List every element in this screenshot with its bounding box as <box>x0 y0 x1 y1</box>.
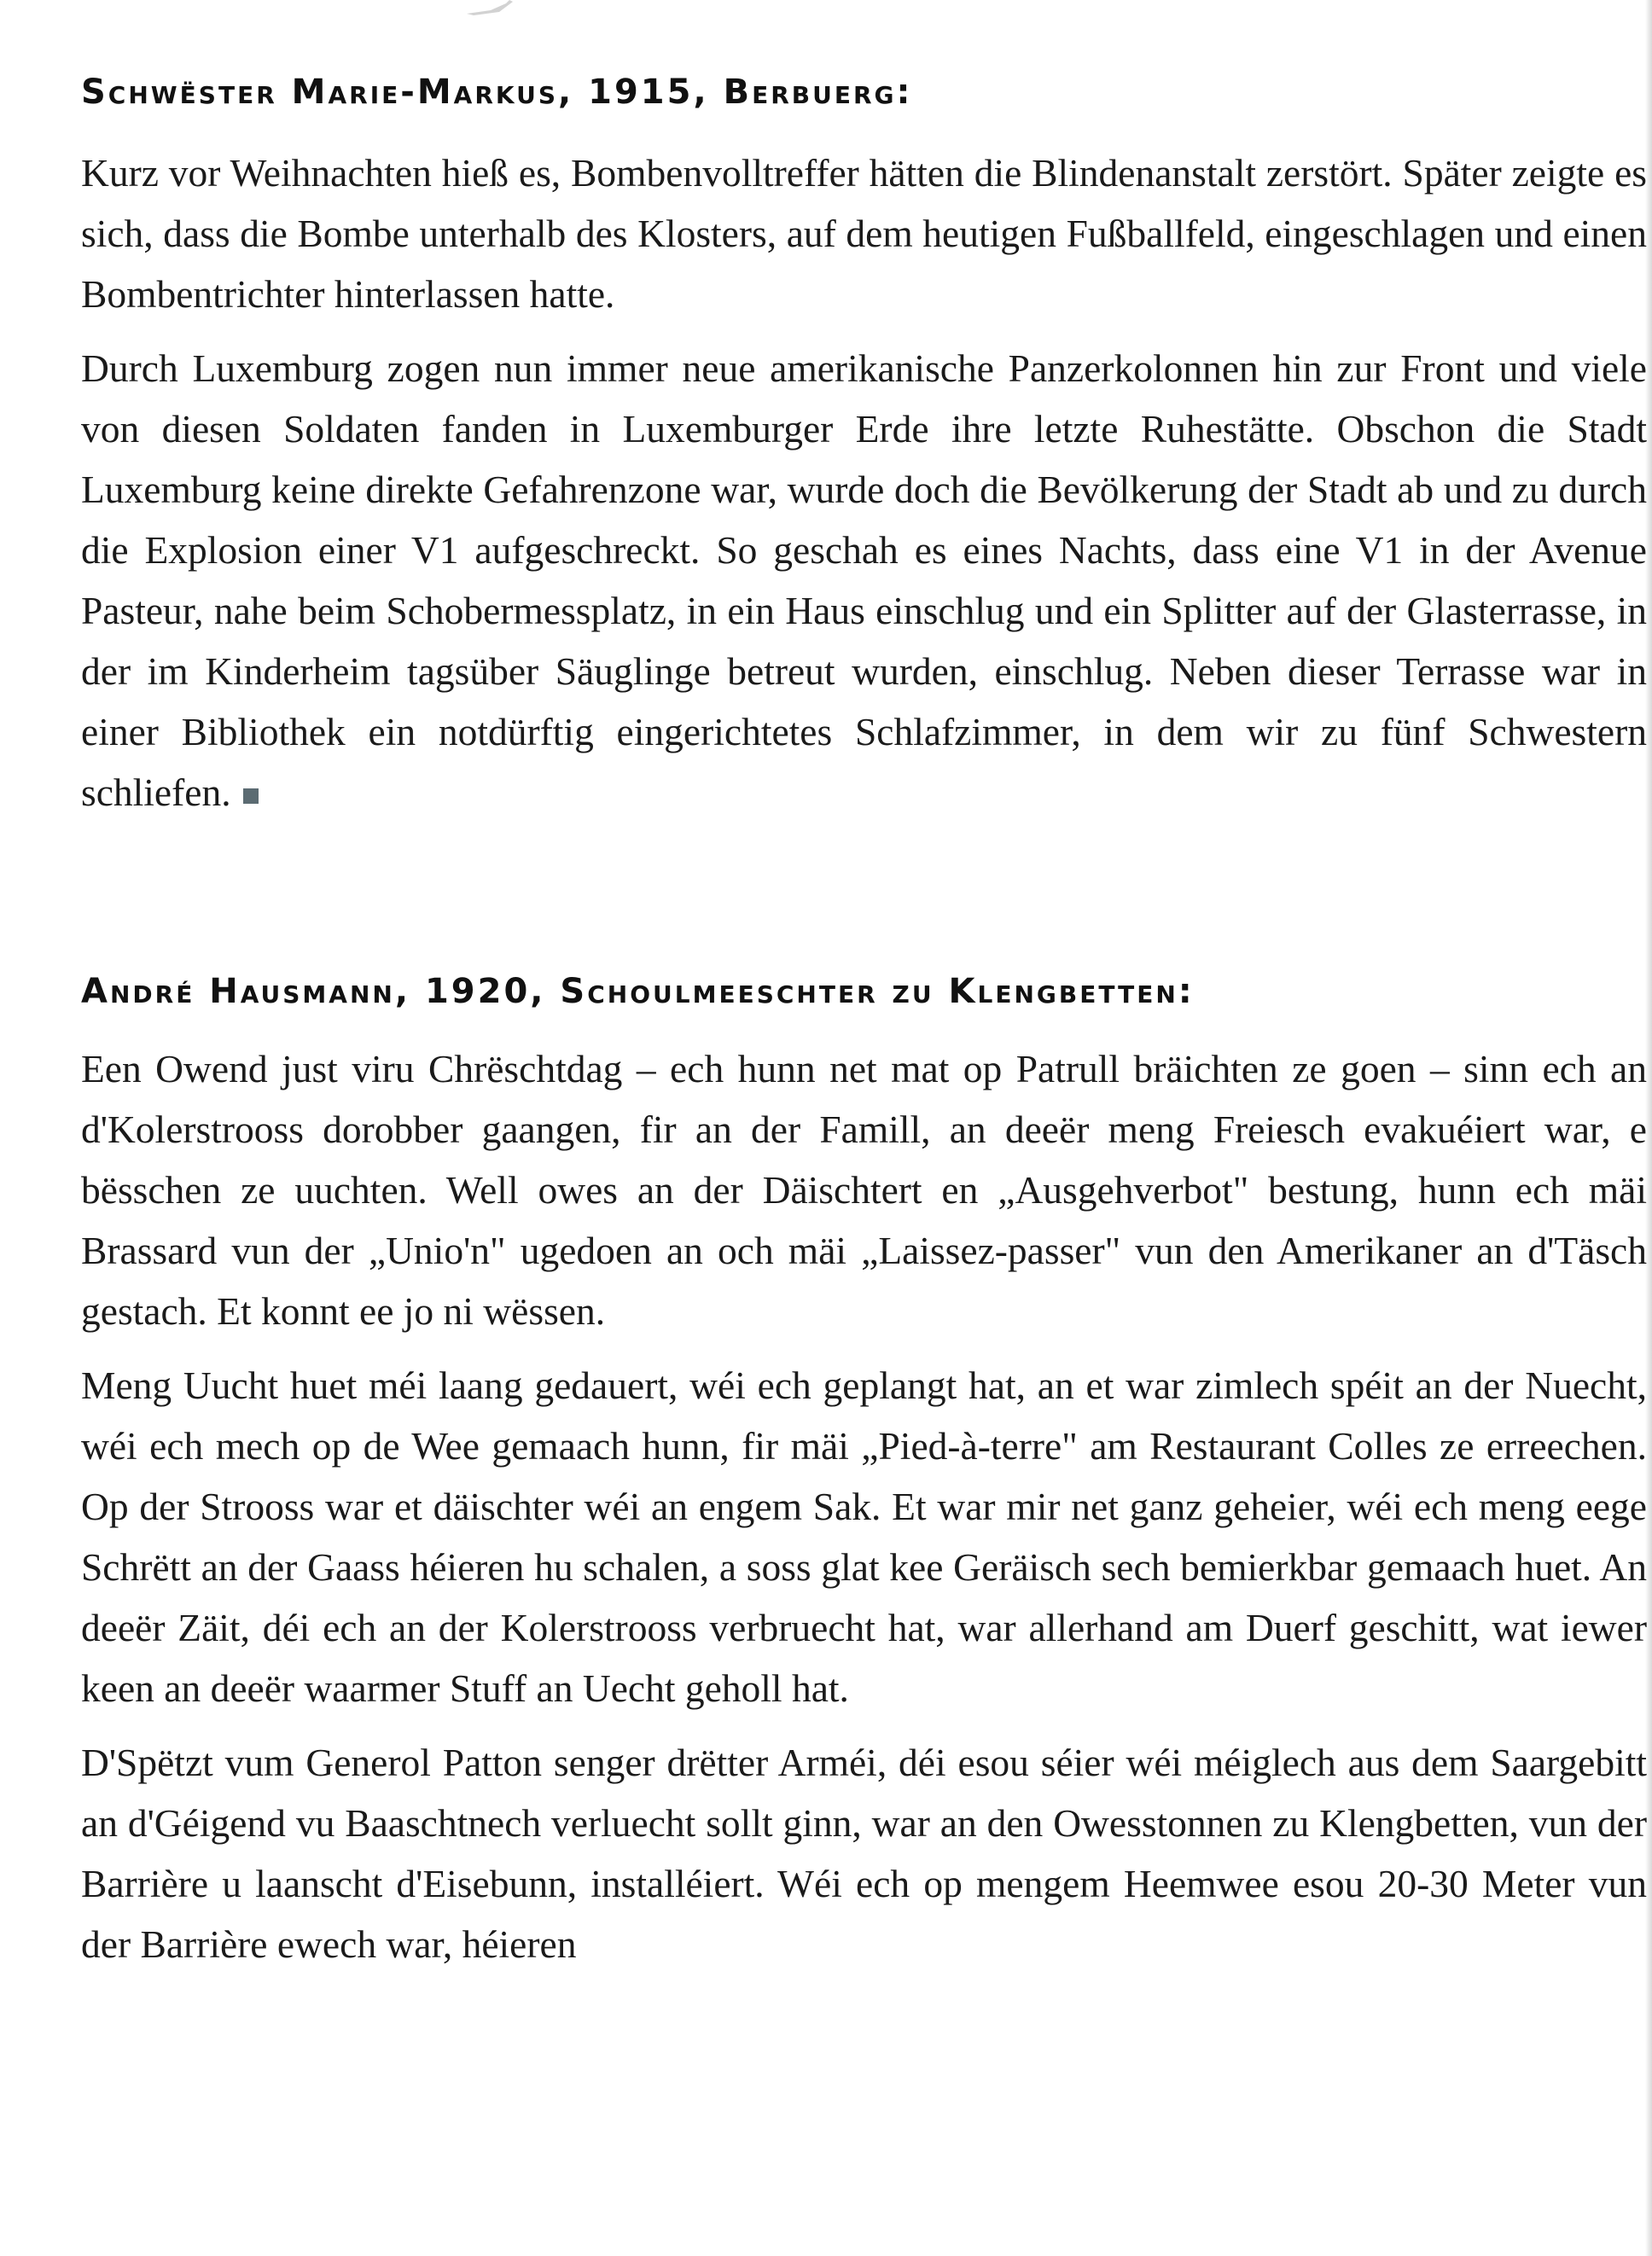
testimony-marie-markus <box>81 73 1647 823</box>
testimony-andre-hausmann <box>81 972 1647 1974</box>
paragraph: Een Owend just viru Chrëschtdag – ech hunn net mat op Patrull bräichten ze goen – sinn ech an d'Kolerstrooss dorobber gaangen, fir an der Famill, an deeër meng Freiesch evakuéiert war, e bësschen ze uuchten. Well owes an der Däischtert en „Ausgehverbot" bestung, hunn ech mäi Brassard vun der „Unio'n" ugedoen an och mäi „Laissez-passer" vun den Amerikaner an d'Täsch gestach. Et konnt ee jo ni wëssen. <box>81 1047 1647 1333</box>
paragraph: Meng Uucht huet méi laang gedauert, wéi ech geplangt hat, an et war zimlech spéit an der Nuecht, wéi ech mech op de Wee gemaach hunn, fir mäi „Pied-à-terre" am Restaurant Colles ze erreechen. Op der Strooss war et däischter wéi an engem Sak. Et war mir net ganz geheier, wéi ech meng eege Schrëtt an der Gaass héieren hu schalen, a soss glat kee Geräisch sech bemierkbar gemaach huet. An deeër Zäit, déi ech an der Kolerstrooss verbruecht hat, war allerhand am Duerf geschitt, wat iewer keen an deeër waarmer Stuff an Uecht geholl hat. <box>81 1363 1647 1710</box>
paragraph: D'Spëtzt vum Generol Patton senger drëtter Arméi, déi esou séier wéi méiglech aus dem Saargebitt an d'Géigend vu Baaschtnech verluecht sollt ginn, war an den Owesstonnen zu Klengbetten, vun der Barrière u laanscht d'Eisebunn, installéiert. Wéi ech op mengem Heemwee esou 20-30 Meter vun der Barrière ewech war, héieren <box>81 1741 1647 1966</box>
paragraph: Kurz vor Weihnachten hieß es, Bombenvolltreffer hätten die Blindenanstalt zerstört. Später zeigte es sich, dass die Bombe unterhalb des Klosters, auf dem heutigen Fußballfeld, eingeschlagen und einen Bombentrichter hinterlassen hatte. <box>81 151 1647 316</box>
end-of-article-square-icon <box>243 788 259 804</box>
paragraph-text: Durch Luxemburg zogen nun immer neue amerikanische Panzerkolonnen hin zur Front und viele von diesen Soldaten fanden in Luxemburger Erde ihre letzte Ruhestätte. Obschon die Stadt Luxemburg keine direkte Gefahrenzone war, wurde doch die Bevölkerung der Stadt ab und zu durch die Explosion einer V1 aufgeschreckt. So geschah es eines Nachts, dass eine V1 in der Avenue Pasteur, nahe beim Schobermessplatz, in ein Haus einschlug und ein Splitter auf der Glasterrasse, in der im Kinderheim tagsüber Säuglinge betreut wurden, einschlug. Neben dieser Terrasse war in einer Bibliothek ein notdürftig eingerichtetes Schlafzimmer, in dem wir zu fünf Schwestern schliefen. <box>81 346 1647 814</box>
section-heading: Schwëster Marie-Markus, 1915, Berbuerg: <box>81 73 913 112</box>
document-page <box>81 0 1647 1974</box>
paragraph-last <box>81 338 1647 823</box>
section-heading: André Hausmann, 1920, Schoulmeeschter zu Klengbetten: <box>81 972 1195 1011</box>
